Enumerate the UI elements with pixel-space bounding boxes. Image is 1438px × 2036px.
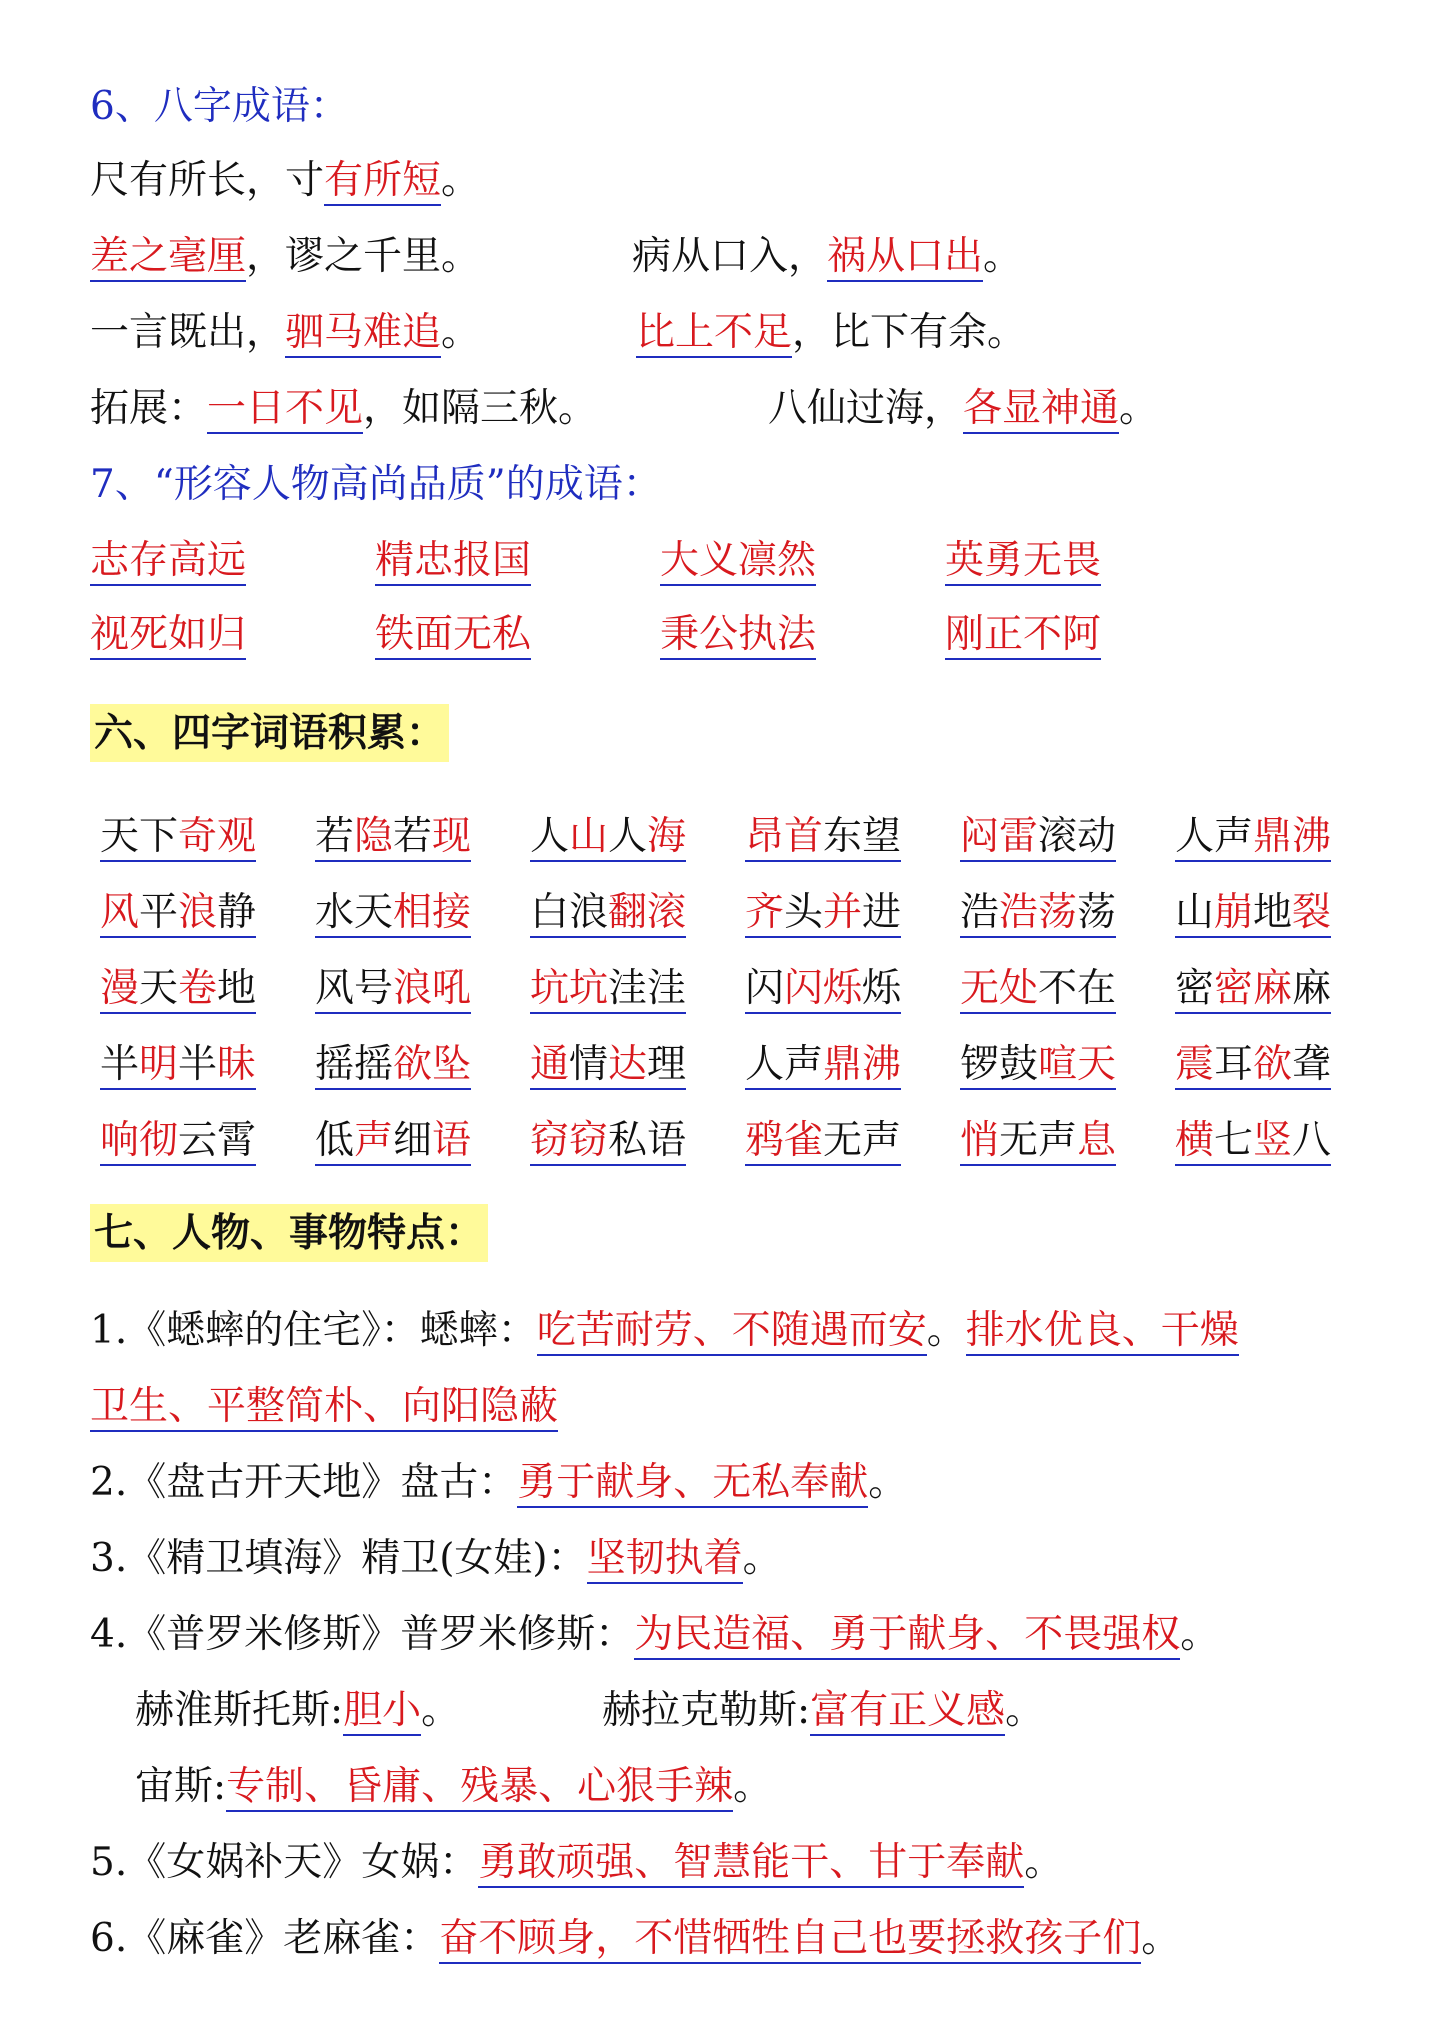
prompt-text: 。 bbox=[926, 1308, 966, 1353]
answer-char: 浪 bbox=[178, 890, 217, 938]
given-char: 半 bbox=[178, 1042, 217, 1090]
prompt-text: 。 bbox=[441, 310, 481, 355]
answer-text: 专制、昏庸、残暴、心狠手辣 bbox=[226, 1764, 733, 1812]
word-cell bbox=[530, 1036, 745, 1094]
trait-line-1-cont bbox=[90, 1378, 558, 1436]
given-char: 闪 bbox=[745, 966, 784, 1014]
answer-char: 坑坑 bbox=[530, 966, 608, 1014]
given-char: 低 bbox=[315, 1118, 354, 1166]
prompt-text: 宙斯: bbox=[135, 1764, 227, 1809]
word-cell bbox=[1175, 1036, 1390, 1094]
idiom-line-4b bbox=[768, 380, 1158, 438]
prompt-text: 。 bbox=[1141, 1916, 1181, 1961]
given-char: 地 bbox=[217, 966, 256, 1014]
given-char: 天 bbox=[139, 966, 178, 1014]
prompt-text: ，谬之千里。 bbox=[246, 234, 481, 279]
answer-char: 奇观 bbox=[178, 814, 256, 862]
given-char: 天下 bbox=[100, 814, 178, 862]
word-row bbox=[100, 960, 1390, 1018]
answer-text: 奋不顾身，不惜牺牲自己也要拯救孩子们 bbox=[439, 1916, 1141, 1964]
answer-text: 富有正义感 bbox=[810, 1688, 1005, 1736]
answer-char: 明 bbox=[139, 1042, 178, 1090]
given-char: 耳 bbox=[1214, 1042, 1253, 1090]
prompt-text: 赫淮斯托斯: bbox=[135, 1688, 344, 1733]
given-char: 半 bbox=[100, 1042, 139, 1090]
word-cell bbox=[100, 884, 315, 942]
answer-char: 浪吼 bbox=[393, 966, 471, 1014]
given-char: 烁 bbox=[862, 966, 901, 1014]
prompt-text: 尺有所长，寸 bbox=[90, 158, 325, 203]
word-row bbox=[100, 808, 1390, 866]
answer-text: 一日不见 bbox=[207, 386, 363, 434]
section-seven-heading bbox=[90, 1204, 488, 1263]
word-cell bbox=[1175, 960, 1390, 1018]
section-6-title: 6、八字成语： bbox=[90, 84, 349, 129]
given-char: 不在 bbox=[1038, 966, 1116, 1014]
answer-char: 响彻 bbox=[100, 1118, 178, 1166]
answer-text: 比上不足 bbox=[636, 310, 792, 358]
answer-char: 现 bbox=[432, 814, 471, 862]
given-char: 平 bbox=[139, 890, 178, 938]
prompt-text: ，比下有余。 bbox=[792, 310, 1027, 355]
prompt-text: 拓展： bbox=[90, 386, 208, 431]
answer-char: 息 bbox=[1077, 1118, 1116, 1166]
trait-line-5 bbox=[90, 1834, 1063, 1892]
word-cell bbox=[530, 1112, 745, 1170]
answer-text: 卫生、平整简朴、向阳隐蔽 bbox=[90, 1384, 558, 1432]
word-row bbox=[100, 1112, 1390, 1170]
word-row bbox=[100, 884, 1390, 942]
idiom-line-1 bbox=[90, 152, 480, 210]
given-char: 东望 bbox=[823, 814, 901, 862]
idiom-line-2b bbox=[632, 228, 1022, 286]
answer-char: 山 bbox=[569, 814, 608, 862]
word-cell bbox=[1175, 884, 1390, 942]
quality-idiom: 秉公执法 bbox=[660, 612, 816, 660]
prompt-text: 2.《盘古开天地》盘古： bbox=[90, 1460, 518, 1505]
trait-line-4-zeus bbox=[135, 1758, 772, 1816]
section-7-title: 7、“形容人物高尚品质”的成语： bbox=[90, 462, 662, 507]
quality-idiom: 大义凛然 bbox=[660, 538, 816, 586]
word-cell bbox=[530, 960, 745, 1018]
given-char: 进 bbox=[862, 890, 901, 938]
prompt-text: 。 bbox=[983, 234, 1023, 279]
prompt-text: 一言既出， bbox=[90, 310, 286, 355]
word-cell bbox=[960, 1112, 1175, 1170]
given-char: 密 bbox=[1175, 966, 1214, 1014]
given-char: 聋 bbox=[1292, 1042, 1331, 1090]
answer-char: 竖 bbox=[1253, 1118, 1292, 1166]
answer-text: 驷马难追 bbox=[285, 310, 441, 358]
answer-char: 通 bbox=[530, 1042, 569, 1090]
answer-char: 裂 bbox=[1292, 890, 1331, 938]
answer-char: 齐 bbox=[745, 890, 784, 938]
answer-text: 排水优良、干燥 bbox=[966, 1308, 1239, 1356]
given-char: 静 bbox=[217, 890, 256, 938]
prompt-text: 。 bbox=[1180, 1612, 1220, 1657]
given-char: 人声 bbox=[745, 1042, 823, 1090]
answer-char: 海 bbox=[647, 814, 686, 862]
idiom-line-3b bbox=[636, 304, 1026, 362]
answer-char: 卷 bbox=[178, 966, 217, 1014]
answer-char: 达 bbox=[608, 1042, 647, 1090]
answer-char: 翻滚 bbox=[608, 890, 686, 938]
answer-text: 坚韧执着 bbox=[587, 1536, 743, 1584]
prompt-text: 。 bbox=[868, 1460, 908, 1505]
answer-text: 祸从口出 bbox=[827, 234, 983, 282]
prompt-text: 。 bbox=[1119, 386, 1159, 431]
idiom-line-2a bbox=[90, 228, 480, 286]
word-cell bbox=[100, 1112, 315, 1170]
prompt-text: 。 bbox=[1005, 1688, 1045, 1733]
given-char: 云霄 bbox=[178, 1118, 256, 1166]
word-cell bbox=[315, 1112, 530, 1170]
idiom-line-3a bbox=[90, 304, 480, 362]
given-char: 若 bbox=[393, 814, 432, 862]
idiom-line-4a bbox=[90, 380, 597, 438]
answer-char: 隐 bbox=[354, 814, 393, 862]
quality-idiom: 刚正不阿 bbox=[945, 612, 1101, 660]
section-six-title: 六、四字词语积累： bbox=[90, 704, 449, 762]
answer-char: 崩 bbox=[1214, 890, 1253, 938]
word-cell bbox=[315, 808, 530, 866]
given-char: 细 bbox=[393, 1118, 432, 1166]
given-char: 七 bbox=[1214, 1118, 1253, 1166]
answer-char: 欲 bbox=[1253, 1042, 1292, 1090]
answer-text: 差之毫厘 bbox=[90, 234, 246, 282]
word-cell bbox=[315, 1036, 530, 1094]
given-char: 无声 bbox=[999, 1118, 1077, 1166]
trait-line-4-hephaestus bbox=[135, 1682, 460, 1740]
answer-char: 昂首 bbox=[745, 814, 823, 862]
prompt-text: 赫拉克勒斯: bbox=[602, 1688, 811, 1733]
answer-char: 语 bbox=[432, 1118, 471, 1166]
answer-char: 欲坠 bbox=[393, 1042, 471, 1090]
answer-text: 各显神通 bbox=[963, 386, 1119, 434]
answer-char: 鸦雀 bbox=[745, 1118, 823, 1166]
given-char: 人 bbox=[608, 814, 647, 862]
given-char: 头 bbox=[784, 890, 823, 938]
word-cell bbox=[100, 960, 315, 1018]
given-char: 理 bbox=[647, 1042, 686, 1090]
given-char: 水天 bbox=[315, 890, 393, 938]
answer-char: 鼎沸 bbox=[1253, 814, 1331, 862]
word-cell bbox=[960, 808, 1175, 866]
quality-idiom: 精忠报国 bbox=[375, 538, 531, 586]
word-cell bbox=[100, 808, 315, 866]
given-char: 洼洼 bbox=[608, 966, 686, 1014]
trait-line-4 bbox=[90, 1606, 1219, 1664]
quality-idiom: 英勇无畏 bbox=[945, 538, 1101, 586]
word-cell bbox=[960, 884, 1175, 942]
prompt-text: 6.《麻雀》老麻雀： bbox=[90, 1916, 440, 1961]
answer-char: 并 bbox=[823, 890, 862, 938]
given-char: 麻 bbox=[1292, 966, 1331, 1014]
answer-text: 吃苦耐劳、不随遇而安 bbox=[537, 1308, 927, 1356]
given-char: 山 bbox=[1175, 890, 1214, 938]
given-char: 若 bbox=[315, 814, 354, 862]
prompt-text: 4.《普罗米修斯》普罗米修斯： bbox=[90, 1612, 635, 1657]
answer-char: 相接 bbox=[393, 890, 471, 938]
answer-text: 为民造福、勇于献身、不畏强权 bbox=[634, 1612, 1180, 1660]
answer-char: 窃窃 bbox=[530, 1118, 608, 1166]
given-char: 白浪 bbox=[530, 890, 608, 938]
given-char: 八 bbox=[1292, 1118, 1331, 1166]
prompt-text: 5.《女娲补天》女娲： bbox=[90, 1840, 479, 1885]
prompt-text: 。 bbox=[441, 158, 481, 203]
given-char: 滚动 bbox=[1038, 814, 1116, 862]
word-cell bbox=[745, 884, 960, 942]
given-char: 情 bbox=[569, 1042, 608, 1090]
answer-char: 鼎沸 bbox=[823, 1042, 901, 1090]
answer-char: 密麻 bbox=[1214, 966, 1292, 1014]
section-seven-title: 七、人物、事物特点： bbox=[90, 1204, 488, 1262]
prompt-text: 1.《蟋蟀的住宅》：蟋蟀： bbox=[90, 1308, 537, 1353]
trait-line-1 bbox=[90, 1302, 1239, 1360]
answer-char: 昧 bbox=[217, 1042, 256, 1090]
word-cell bbox=[1175, 808, 1390, 866]
answer-char: 风 bbox=[100, 890, 139, 938]
answer-char: 横 bbox=[1175, 1118, 1214, 1166]
quality-idiom: 铁面无私 bbox=[375, 612, 531, 660]
answer-text: 勇敢顽强、智慧能干、甘于奉献 bbox=[478, 1840, 1024, 1888]
answer-char: 声 bbox=[354, 1118, 393, 1166]
word-cell bbox=[960, 960, 1175, 1018]
word-row bbox=[100, 1036, 1390, 1094]
trait-line-2 bbox=[90, 1454, 907, 1512]
quality-idiom: 视死如归 bbox=[90, 612, 246, 660]
quality-row-2 bbox=[90, 606, 1230, 664]
answer-char: 震 bbox=[1175, 1042, 1214, 1090]
prompt-text: 。 bbox=[421, 1688, 461, 1733]
word-cell bbox=[100, 1036, 315, 1094]
word-cell bbox=[960, 1036, 1175, 1094]
given-char: 人声 bbox=[1175, 814, 1253, 862]
prompt-text: 3.《精卫填海》精卫(女娃)： bbox=[90, 1536, 587, 1581]
answer-char: 漫 bbox=[100, 966, 139, 1014]
answer-char: 闷雷 bbox=[960, 814, 1038, 862]
given-char: 地 bbox=[1253, 890, 1292, 938]
given-char: 人 bbox=[530, 814, 569, 862]
answer-char: 喧天 bbox=[1038, 1042, 1116, 1090]
quality-idiom: 志存高远 bbox=[90, 538, 246, 586]
given-char: 无声 bbox=[823, 1118, 901, 1166]
answer-char: 闪烁 bbox=[784, 966, 862, 1014]
trait-line-3 bbox=[90, 1530, 782, 1588]
prompt-text: ，如隔三秋。 bbox=[363, 386, 598, 431]
answer-text: 有所短 bbox=[324, 158, 441, 206]
prompt-text: 。 bbox=[742, 1536, 782, 1581]
prompt-text: 。 bbox=[733, 1764, 773, 1809]
word-cell bbox=[530, 808, 745, 866]
word-cell bbox=[745, 960, 960, 1018]
answer-text: 勇于献身、无私奉献 bbox=[517, 1460, 868, 1508]
word-cell bbox=[745, 808, 960, 866]
given-char: 摇摇 bbox=[315, 1042, 393, 1090]
given-char: 荡 bbox=[1077, 890, 1116, 938]
word-cell bbox=[530, 884, 745, 942]
word-cell bbox=[315, 960, 530, 1018]
section-six-heading bbox=[90, 704, 449, 763]
given-char: 风号 bbox=[315, 966, 393, 1014]
trait-line-6 bbox=[90, 1910, 1180, 1968]
given-char: 浩 bbox=[960, 890, 999, 938]
answer-char: 悄 bbox=[960, 1118, 999, 1166]
quality-row-1 bbox=[90, 532, 1230, 590]
word-cell bbox=[1175, 1112, 1390, 1170]
trait-line-4-heracles bbox=[602, 1682, 1044, 1740]
word-cell bbox=[745, 1036, 960, 1094]
prompt-text: 病从口入， bbox=[632, 234, 828, 279]
prompt-text: 。 bbox=[1024, 1840, 1064, 1885]
answer-char: 无处 bbox=[960, 966, 1038, 1014]
prompt-text: 八仙过海， bbox=[768, 386, 964, 431]
answer-text: 胆小 bbox=[343, 1688, 421, 1736]
answer-char: 浩荡 bbox=[999, 890, 1077, 938]
word-cell bbox=[315, 884, 530, 942]
word-cell bbox=[745, 1112, 960, 1170]
given-char: 锣鼓 bbox=[960, 1042, 1038, 1090]
given-char: 私语 bbox=[608, 1118, 686, 1166]
